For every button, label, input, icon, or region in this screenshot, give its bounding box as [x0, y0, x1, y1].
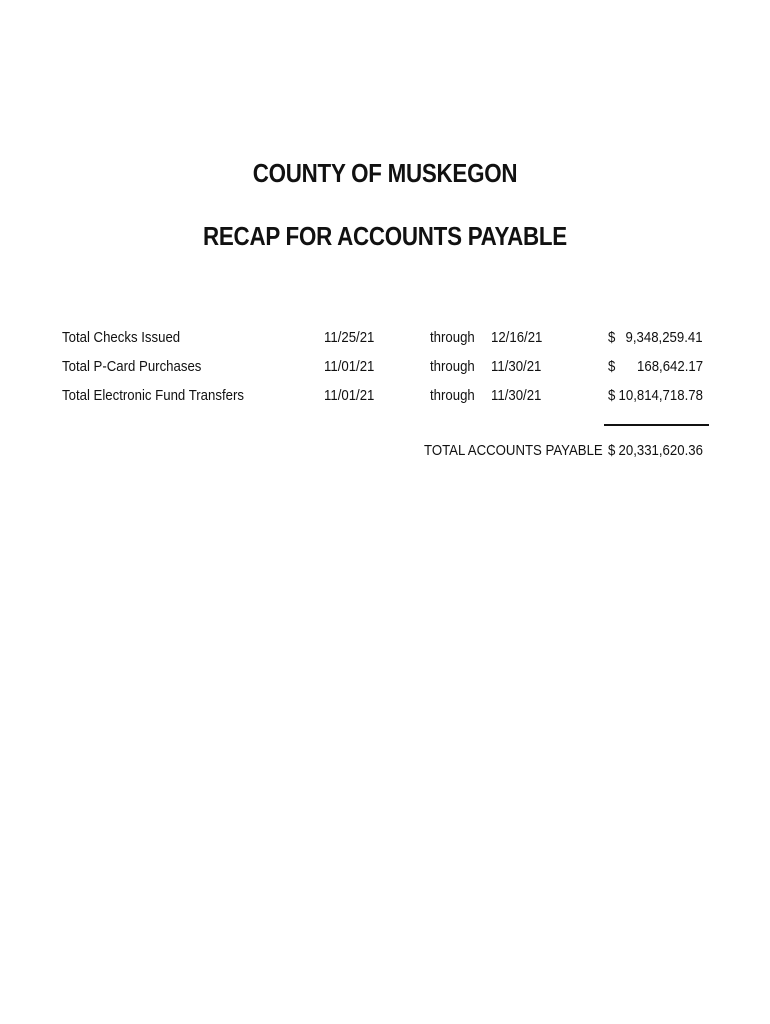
table-row-pcard: [0, 358, 770, 380]
table-row-checks: [0, 329, 770, 351]
table-row-eft: [0, 387, 770, 409]
row-end-date: 12/16/21: [491, 329, 543, 346]
total-label: TOTAL ACCOUNTS PAYABLE: [424, 442, 603, 459]
row-through: through: [430, 329, 475, 346]
row-label: Total Electronic Fund Transfers: [62, 387, 244, 404]
row-label: Total Checks Issued: [62, 329, 181, 346]
page-subtitle: RECAP FOR ACCOUNTS PAYABLE: [203, 221, 567, 251]
row-amount: 9,348,259.41: [625, 329, 703, 346]
total-row: [0, 442, 770, 464]
row-start-date: 11/01/21: [324, 358, 375, 375]
page-title: COUNTY OF MUSKEGON: [252, 158, 518, 188]
total-divider: [604, 424, 709, 426]
row-currency: $: [608, 387, 616, 404]
total-amount: 20,331,620.36: [618, 442, 703, 459]
row-amount: 10,814,718.78: [618, 387, 703, 404]
row-start-date: 11/25/21: [324, 329, 375, 346]
row-currency: $: [608, 358, 616, 375]
row-currency: $: [608, 329, 616, 346]
row-amount: 168,642.17: [636, 358, 703, 375]
row-through: through: [430, 387, 475, 404]
total-currency: $: [608, 442, 616, 459]
row-end-date: 11/30/21: [491, 387, 542, 404]
row-start-date: 11/01/21: [324, 387, 375, 404]
row-through: through: [430, 358, 475, 375]
row-label: Total P-Card Purchases: [62, 358, 202, 375]
row-end-date: 11/30/21: [491, 358, 542, 375]
